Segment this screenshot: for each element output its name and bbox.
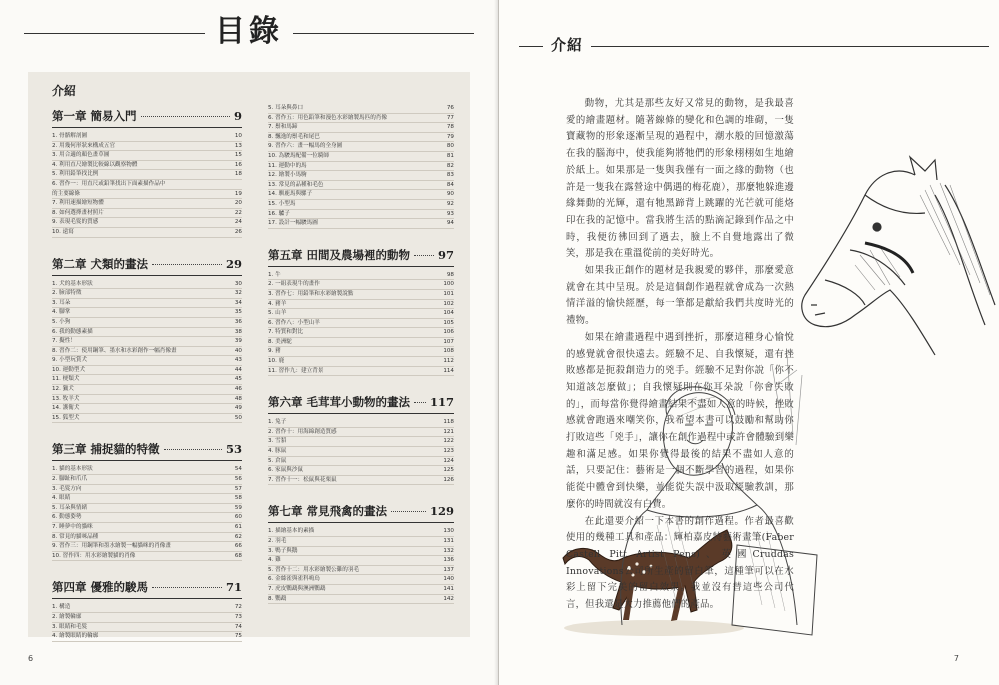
toc-item[interactable] (52, 613, 242, 623)
toc-item-page: 54 (234, 466, 242, 473)
toc-item[interactable] (268, 181, 454, 191)
toc-item[interactable] (52, 632, 242, 642)
toc-item-page: 73 (234, 613, 242, 620)
toc-item-title: 15. 小型馬 (268, 200, 296, 207)
toc-chapter[interactable] (52, 108, 242, 124)
toc-item-title: 11. 習作九：建立背景 (268, 367, 324, 374)
contents-header (0, 0, 498, 60)
toc-item[interactable] (268, 466, 454, 476)
toc-item-title: 10. 為駿馬配備一位騎師 (268, 152, 330, 159)
toc-column-right (268, 104, 454, 604)
toc-item-title: 2. 用幾何形狀來構成五官 (52, 142, 116, 149)
toc-item[interactable] (268, 556, 454, 566)
toc-item-title: 4. 豬羊 (268, 300, 287, 307)
toc-chapter[interactable] (52, 441, 242, 457)
toc-item-title: 6. 家鼠與沙鼠 (268, 467, 304, 474)
toc-item-page: 100 (443, 281, 454, 288)
toc-item-page: 36 (234, 318, 242, 325)
toc-item[interactable] (268, 566, 454, 576)
toc-item-page: 78 (446, 124, 454, 131)
toc-item-title: 3. 習作七：用鉛筆和水彩繪製說點 (268, 290, 354, 297)
toc-item-title: 5. 習作十二：用水彩繪製公雞的羽毛 (268, 566, 360, 573)
toc-item-title: 9. 小型玩賞犬 (52, 357, 88, 364)
toc-chapter[interactable] (268, 247, 454, 263)
chapter-title: 第四章 優雅的駿馬 (52, 580, 149, 595)
toc-item[interactable] (52, 533, 242, 543)
toc-item[interactable] (52, 289, 242, 299)
toc-item[interactable] (268, 190, 454, 200)
toc-item-title: 7. 習作十一：松鼠與花栗鼠 (268, 476, 337, 483)
toc-item[interactable] (268, 271, 454, 281)
chapter-title: 第三章 捕捉貓的特徵 (52, 442, 160, 457)
toc-item-page: 94 (446, 220, 454, 227)
toc-item[interactable] (268, 133, 454, 143)
chapter-rule (52, 127, 242, 128)
toc-item-page: 98 (446, 271, 454, 278)
toc-item-page: 82 (446, 162, 454, 169)
toc-item-title: 8. 美洲駝 (268, 338, 292, 345)
toc-item[interactable] (268, 300, 454, 310)
toc-item-title: 13. 牧羊犬 (52, 395, 80, 402)
toc-item-page: 66 (234, 543, 242, 550)
toc-item-page: 50 (234, 414, 242, 421)
toc-item-title: 1. 兔子 (268, 419, 287, 426)
toc-item[interactable] (268, 476, 454, 486)
toc-item-page: 18 (234, 171, 242, 178)
toc-item-page: 125 (443, 467, 454, 474)
toc-item[interactable] (268, 142, 454, 152)
toc-item-title: 15. 狐型犬 (52, 414, 80, 421)
toc-item-title: 3. 鴨子與鵝 (268, 547, 298, 554)
toc-item-page: 80 (446, 143, 454, 150)
toc-item-page: 22 (234, 209, 242, 216)
toc-item-page: 40 (234, 347, 242, 354)
toc-item[interactable] (268, 290, 454, 300)
chapter-page: 117 (429, 395, 454, 410)
toc-item-page: 79 (446, 133, 454, 140)
toc-item-page: 121 (443, 428, 454, 435)
toc-item-page: 114 (443, 367, 454, 374)
toc-item-title: 8. 習作二：使用鋼筆、墨水和水彩創作一幅肖像畫 (52, 347, 177, 354)
toc-chapter[interactable] (268, 394, 454, 410)
chapter-page: 9 (233, 109, 242, 123)
toc-item-page: 43 (234, 357, 242, 364)
toc-item-title: 1. 牛 (268, 271, 281, 278)
toc-item[interactable] (52, 151, 242, 161)
toc-item-title: 7. 利用速描繪短物體 (52, 200, 104, 207)
toc-item-title: 7. 特質和對比 (268, 329, 304, 336)
toc-column-left (52, 104, 242, 642)
toc-item[interactable] (268, 447, 454, 457)
toc-item[interactable] (52, 161, 242, 171)
toc-item-title: 1. 貓的基本形狀 (52, 466, 93, 473)
intro-paragraph: 在此還要介紹一下本書的創作過程。作者最喜歡使用的幾種工具和產品：輝柏嘉皮特藝術畫筆(Faber Castell Pitt Artist Pens)、英國Cruddas Innovations公司所生產的留白筆，這種筆可以在水彩上留下完美的留白效果。我並沒有替這些公司代言，但我還是大力推薦他們的產品。 (566, 515, 794, 611)
toc-item-title: 10. 習作四：用水彩繪製貓的肖像 (52, 552, 136, 559)
toc-item-page: 75 (234, 633, 242, 640)
toc-item[interactable] (268, 328, 454, 338)
toc-item[interactable] (268, 547, 454, 557)
toc-item[interactable] (52, 504, 242, 514)
toc-item-page: 132 (443, 547, 454, 554)
toc-item-page: 45 (234, 376, 242, 383)
toc-item-page: 56 (234, 476, 242, 483)
toc-item-page: 48 (234, 395, 242, 402)
toc-item-page: 26 (234, 228, 242, 235)
leader-dots (414, 255, 434, 256)
toc-item-page: 24 (234, 219, 242, 226)
toc-item[interactable] (268, 210, 454, 220)
toc-item-title: 8. 飄逸的鬃毛和尾巴 (268, 133, 320, 140)
toc-item-page: 107 (443, 338, 454, 345)
toc-item-title: 9. 習作六：畫一幅馬的全身圖 (268, 143, 343, 150)
toc-item-title: 12. 繪製小馬駒 (268, 172, 307, 179)
chapter-page: 97 (437, 247, 454, 262)
toc-item-title: 3. 耳朵 (52, 299, 71, 306)
toc-item-title: 7. 虎皮鸚鵡與澳洲鸚鵡 (268, 585, 326, 592)
toc-item-page: 49 (234, 405, 242, 412)
toc-item-page: 108 (443, 348, 454, 355)
toc-item-title: 2. 一組表現牛的畫作 (268, 281, 320, 288)
toc-item-title: 7. 鬃和馬蹄 (268, 124, 298, 131)
toc-item[interactable] (268, 319, 454, 329)
toc-item-title: 9. 習作三：用鋼筆和墨水繪製一幅貓咪的肖像畫 (52, 543, 171, 550)
toc-item-title: 8. 常見的貓咪品種 (52, 533, 99, 540)
toc-item[interactable] (52, 318, 242, 328)
toc-item[interactable] (52, 228, 242, 238)
toc-item-page: 34 (234, 299, 242, 306)
chapter-title: 第一章 簡易入門 (52, 109, 137, 123)
toc-item-page: 131 (443, 538, 454, 544)
toc-item-title: 3. 用合適的顏色畫草圖 (52, 152, 110, 159)
toc-item-page: 38 (234, 328, 242, 335)
toc-item-title: 11. 梗類犬 (52, 376, 80, 383)
toc-item-title: 4. 繪製眼睛的輪廓 (52, 633, 99, 640)
toc-item[interactable] (52, 475, 242, 485)
toc-item[interactable] (52, 337, 242, 347)
leader-dots (164, 449, 222, 450)
toc-item-title: 16. 驢子 (268, 210, 290, 217)
toc-item-title: 4. 豚鼠 (268, 448, 287, 455)
toc-item[interactable] (268, 537, 454, 547)
chapter-rule (52, 275, 242, 276)
leader-dots (152, 264, 222, 265)
toc-item[interactable] (52, 132, 242, 142)
toc-item-page: 68 (234, 552, 242, 559)
toc-item[interactable] (268, 595, 454, 605)
toc-item-title: 1. 描繪基本的素描 (268, 528, 315, 535)
toc-item-page: 141 (443, 585, 454, 592)
toc-item[interactable] (52, 465, 242, 475)
toc-item[interactable] (52, 218, 242, 228)
leader-dots (141, 116, 230, 117)
toc-item-page: 44 (234, 366, 242, 373)
toc-item-page: 126 (443, 476, 454, 483)
horse-head-sketch (795, 155, 999, 365)
toc-item-title: 10. 鹿 (268, 358, 285, 365)
toc-item-title: 6. 金絲雀與雀科鳴鳥 (268, 576, 320, 583)
toc-item-page: 20 (234, 200, 242, 207)
toc-item-title: 14. 護衛犬 (52, 405, 80, 412)
toc-item-page: 46 (234, 386, 242, 393)
toc-item-page: 83 (446, 172, 454, 179)
toc-item-title: 6. 習作一：用直尺或鉛筆找出下面素描作品中 (52, 180, 166, 187)
toc-item-title: 10. 遠寫 (52, 228, 74, 235)
toc-item-page: 61 (234, 524, 242, 530)
toc-item-page: 130 (443, 528, 454, 535)
toc-item[interactable] (268, 585, 454, 595)
toc-item[interactable] (52, 395, 242, 405)
toc-item-page: 123 (443, 448, 454, 455)
toc-item-page: 16 (234, 161, 242, 168)
toc-item-page: 93 (446, 210, 454, 217)
toc-item-page: 142 (443, 595, 454, 602)
toc-item-page: 112 (443, 358, 454, 365)
toc-chapter[interactable] (52, 256, 242, 272)
toc-item-title: 2. 臉部特徵 (52, 290, 82, 297)
toc-item-title: 6. 習作八：小型山羊 (268, 319, 320, 326)
toc-item-page: 136 (443, 557, 454, 564)
toc-item-title: 7. 擬性！ (52, 338, 76, 345)
toc-item-page: 30 (234, 280, 242, 287)
toc-item-title: 7. 睡夢中的貓咪 (52, 524, 93, 530)
toc-item[interactable] (268, 152, 454, 162)
toc-item-page: 124 (443, 457, 454, 464)
chapter-rule (52, 598, 242, 599)
toc-item[interactable] (268, 219, 454, 229)
toc-item-page: 77 (446, 114, 454, 121)
toc-item[interactable] (52, 552, 242, 562)
toc-item-page: 59 (234, 504, 242, 511)
toc-item[interactable] (52, 328, 242, 338)
toc-item[interactable] (268, 200, 454, 210)
toc-item-page: 104 (443, 310, 454, 317)
toc-item-page: 74 (234, 623, 242, 630)
toc-item[interactable] (268, 162, 454, 172)
toc-item-title: 6. 習作五：用色鉛筆和漫色水彩繪製馬匹的肖像 (268, 114, 387, 121)
toc-item-title: 8. 鸚鵡 (268, 595, 287, 602)
toc-item[interactable] (268, 171, 454, 181)
toc-item-page: 92 (446, 200, 454, 207)
toc-item-title: 2. 習作十：用海綿創造質感 (268, 428, 337, 435)
page-number-left: 6 (28, 654, 34, 663)
toc-item-title: 9. 豬 (268, 348, 281, 355)
toc-item-title: 的主要線條 (52, 190, 80, 197)
toc-item-page: 19 (234, 190, 242, 197)
toc-item[interactable] (268, 437, 454, 447)
toc-item-title: 5. 耳朵與鼻口 (268, 105, 304, 111)
intro-paragraph: 如果在繪畫過程中遇到挫折，那麼這種身心愉悅的感覺就會很快遠去。經驗不足、自我懷疑，還有挫敗感都是扼殺創造力的兇手。經驗不足對你說「你不知道該怎麼做」；自我懷疑則在你耳朵說「你會失敗的」，而每當你覺得繪畫結果不盡如人意的時候，挫敗感就會跑過來嘲笑你，我希望本書可以鼓勵和幫助你打敗這些「兇手」，讓你在創作過程中或許會體驗到樂趣和滿足感。如果你覺得最後的結果不盡如人意的話，只要記住：藝術是一個不斷學習的過程，如果你能從中體會到快樂，並能從失誤中汲取經驗教訓，那麼你的時間就沒有白費。 (566, 331, 794, 510)
toc-item-page: 81 (446, 152, 454, 159)
toc-chapter[interactable] (268, 503, 454, 519)
toc-item[interactable] (52, 375, 242, 385)
toc-item-title: 6. 我的動態素描 (52, 328, 93, 335)
toc-item[interactable] (52, 485, 242, 495)
toc-item[interactable] (52, 385, 242, 395)
chapter-rule (268, 413, 454, 414)
toc-item-title: 14. 馴鹿馬與騾子 (268, 191, 313, 198)
toc-item[interactable] (268, 347, 454, 357)
toc-item-title: 6. 動態姿勢 (52, 514, 82, 521)
toc-intro-entry[interactable]: 介紹 (52, 84, 77, 98)
toc-item-title: 1. 構造 (52, 604, 71, 611)
intro-paragraph: 如果我正創作的題材是我親愛的夥伴，那麼愛意就會在其中呈現。於是這個創作過程就會成為一次熱情洋溢的愉快經歷，每一筆都是獻給我們共度時光的禮物。 (566, 265, 794, 327)
toc-item-page: 39 (234, 338, 242, 345)
toc-item-page: 105 (443, 319, 454, 326)
toc-item-page: 13 (234, 142, 242, 149)
toc-item-title: 2. 腳趾和爪爪 (52, 476, 88, 483)
toc-item[interactable] (268, 367, 454, 377)
toc-item-title: 1. 骨骼解剖圖 (52, 133, 88, 139)
toc-item-title: 4. 利用直尺繪製比較線以觀察物體 (52, 161, 138, 168)
toc-item-page: 10 (234, 133, 242, 139)
toc-item[interactable] (52, 366, 242, 376)
page-number-right: 7 (953, 654, 959, 663)
toc-item-page: 32 (234, 290, 242, 297)
chapter-title: 第五章 田間及農場裡的動物 (268, 247, 411, 262)
toc-item[interactable] (52, 513, 242, 523)
chapter-title: 第七章 常見飛禽的畫法 (268, 504, 388, 519)
toc-item-title: 10. 運動型犬 (52, 366, 86, 373)
toc-item-title: 13. 常見的品種和毛色 (268, 181, 324, 188)
toc-item[interactable] (268, 418, 454, 428)
chapter-page: 53 (225, 442, 242, 457)
toc-item[interactable] (52, 356, 242, 366)
toc-item[interactable] (268, 123, 454, 133)
toc-item-title: 3. 眼睛和毛髮 (52, 623, 88, 630)
toc-item[interactable] (268, 527, 454, 537)
toc-item[interactable] (52, 414, 242, 424)
toc-item-page: 118 (443, 419, 454, 426)
toc-item-page: 84 (446, 181, 454, 188)
toc-chapter[interactable] (52, 579, 242, 595)
chapter-rule (268, 522, 454, 523)
toc-item-page: 122 (443, 438, 454, 445)
toc-item-title: 2. 繪製輪廓 (52, 613, 82, 620)
toc-item-page: 72 (234, 604, 242, 611)
contents-page (0, 0, 498, 685)
toc-item-title: 5. 小狗 (52, 318, 71, 325)
intro-text (566, 96, 794, 614)
toc-item[interactable] (52, 209, 242, 219)
toc-item-page: 140 (443, 576, 454, 583)
toc-item[interactable] (52, 180, 242, 190)
toc-item-page: 101 (443, 290, 454, 297)
toc-item-page: 102 (443, 300, 454, 307)
toc-item[interactable] (268, 357, 454, 367)
chapter-rule (268, 266, 454, 267)
toc-item-title: 5. 耳朵與情緒 (52, 504, 88, 511)
toc-item[interactable] (52, 494, 242, 504)
toc-item-page: 90 (446, 191, 454, 198)
leader-dots (152, 587, 222, 588)
toc-item-title: 5. 山羊 (268, 310, 287, 317)
toc-item[interactable] (52, 542, 242, 552)
toc-item-page: 15 (234, 152, 242, 159)
chapter-page: 29 (225, 256, 242, 271)
toc-item[interactable] (52, 623, 242, 633)
toc-item-page: 76 (446, 105, 454, 111)
toc-item-title: 9. 表現毛髮的質感 (52, 219, 99, 226)
toc-item[interactable] (268, 114, 454, 124)
toc-item[interactable] (52, 404, 242, 414)
toc-item-title: 5. 倉鼠 (268, 457, 287, 464)
toc-item-title: 4. 雞 (268, 557, 281, 564)
contents-title: 目錄 (205, 14, 293, 49)
toc-item-page: 60 (234, 514, 242, 521)
toc-item[interactable] (52, 523, 242, 533)
intro-title: 介紹 (543, 34, 591, 55)
toc-item[interactable] (52, 170, 242, 180)
toc-item-title: 5. 利用鉛筆找比例 (52, 171, 99, 178)
toc-item-page: 35 (234, 309, 242, 316)
chapter-title: 第六章 毛茸茸小動物的畫法 (268, 395, 411, 410)
chapter-page: 71 (225, 580, 242, 595)
toc-item[interactable] (52, 299, 242, 309)
toc-item[interactable] (52, 142, 242, 152)
toc-item[interactable] (268, 575, 454, 585)
toc-item[interactable] (268, 309, 454, 319)
toc-item-title: 4. 眼睛 (52, 495, 71, 502)
chapter-page: 129 (429, 504, 454, 519)
toc-item-title: 11. 運動中的馬 (268, 162, 307, 169)
chapter-title: 第二章 犬類的畫法 (52, 256, 149, 271)
toc-item-page: 137 (443, 566, 454, 573)
leader-dots (391, 511, 426, 512)
toc-item-page: 57 (234, 485, 242, 492)
toc-item-title: 3. 毛髮方向 (52, 485, 82, 492)
toc-item[interactable] (268, 457, 454, 467)
intro-paragraph: 動物，尤其是那些友好又常見的動物，是我最喜愛的繪畫題材。隨著線條的變化和色調的堆砌，一隻寶藏物的形象逐漸呈現的過程中，潮水般的回憶激蕩在我的腦海中，使我能夠將牠們的形象栩栩如生地繪於紙上。如果那是一隻與我僅有一面之緣的動物（也許是一隻我在露營途中偶遇的梅花鹿），那麼牠躲進邊緣舞動的光輝，還有牠黑蹄背上跳躍的光芒就可能烙印在我的記憶中。當我將生活的點滴記錄到作品之中時，我便彷彿回到了過去，臉上不自覺地露出了微笑，那是我在重溫從前的美好時光。 (566, 98, 794, 260)
toc-item[interactable] (268, 280, 454, 290)
toc-item-page: 58 (234, 495, 242, 502)
toc-item[interactable] (52, 190, 242, 200)
toc-item[interactable] (268, 104, 454, 114)
toc-item[interactable] (268, 428, 454, 438)
toc-item[interactable] (52, 199, 242, 209)
toc-item-page: 106 (443, 329, 454, 336)
toc-item-page (226, 180, 242, 189)
toc-item[interactable] (52, 347, 242, 357)
toc-item-title: 3. 雪貂 (268, 438, 287, 445)
toc-item[interactable] (268, 338, 454, 348)
toc-item-page: 62 (234, 533, 242, 540)
toc-item-title: 4. 腳掌 (52, 309, 71, 316)
toc-item[interactable] (52, 280, 242, 290)
toc-item-title: 8. 如何選擇畫材照片 (52, 209, 104, 216)
toc-item-title: 2. 羽毛 (268, 538, 287, 544)
leader-dots (414, 402, 426, 403)
toc-item-title: 17. 設計一幅駿馬圖 (268, 220, 318, 227)
chapter-rule (52, 460, 242, 461)
toc-item[interactable] (52, 603, 242, 613)
toc-item[interactable] (52, 308, 242, 318)
toc-item-title: 12. 獵犬 (52, 386, 74, 393)
toc-item-title: 1. 犬的基本形狀 (52, 280, 93, 287)
